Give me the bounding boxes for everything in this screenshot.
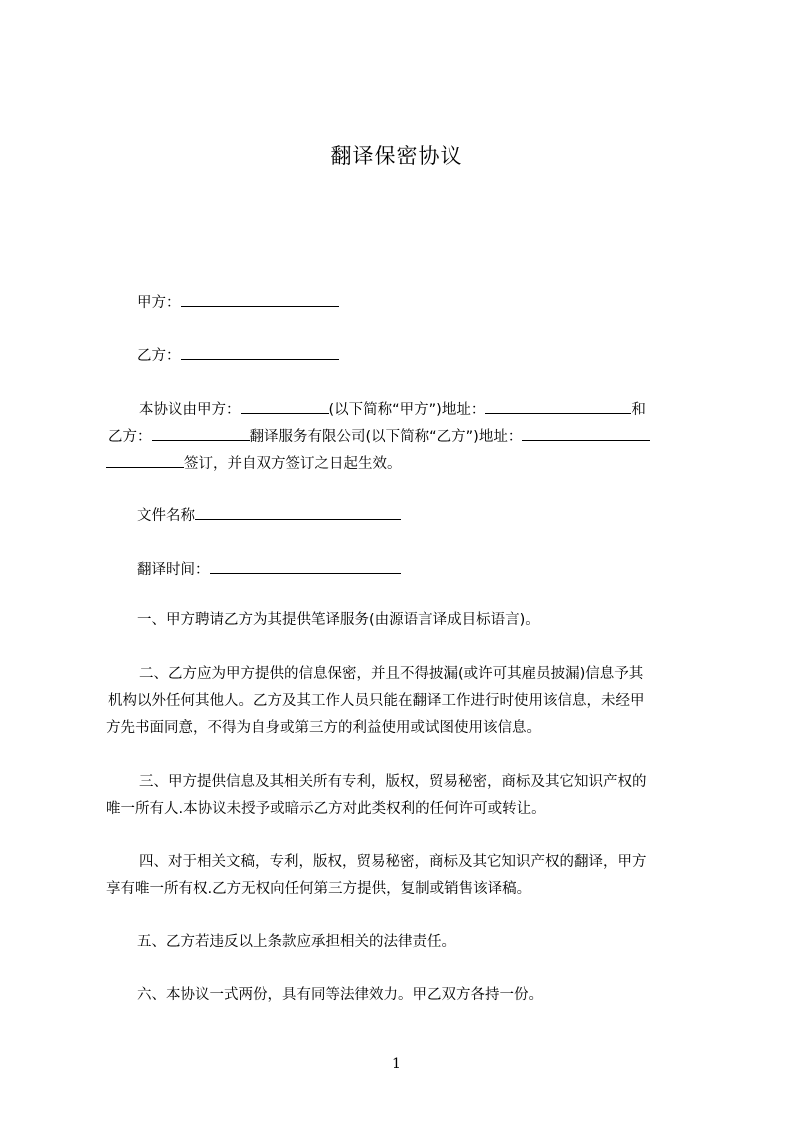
file-name-label: 文件名称 (137, 508, 195, 524)
clause-1: 一、甲方聘请乙方为其提供笔译服务(由源语言译成目标语言)。 (137, 612, 540, 628)
translation-time-line (137, 558, 737, 580)
intro-text-2a: 乙方： (108, 429, 152, 445)
intro-text-3: 签订，并自双方签订之日起生效。 (184, 456, 402, 472)
party-a-label: 甲方： (137, 295, 181, 311)
party-b-line (137, 344, 737, 366)
party-a-name-blank[interactable] (241, 398, 329, 414)
intro-text-1b: (以下简称“甲方”)地址： (328, 402, 486, 418)
intro-line-3 (106, 452, 706, 474)
clause-4-line-2: 享有唯一所有权.乙方无权向任何第三方提供，复制或销售该译稿。 (106, 881, 532, 897)
intro-text-1a: 本协议由甲方： (139, 402, 241, 418)
clause-3-line-2: 唯一所有人.本协议未授予或暗示乙方对此类权利的任何许可或转让。 (106, 801, 546, 817)
intro-text-2b: 翻译服务有限公司(以下简称“乙方”)地址： (249, 429, 523, 445)
party-b-label: 乙方： (137, 348, 181, 364)
translation-time-blank[interactable] (210, 558, 401, 574)
file-name-line (137, 504, 737, 526)
party-a-blank[interactable] (181, 291, 339, 307)
page-number: 1 (392, 1056, 401, 1072)
intro-line-1 (139, 398, 739, 420)
clause-2-line-3: 方先书面同意，不得为自身或第三方的利益使用或试图使用该信息。 (106, 720, 541, 736)
clause-3-line-1: 三、甲方提供信息及其相关所有专利，版权，贸易秘密，商标及其它知识产权的 (139, 774, 647, 790)
intro-text-1c: 和 (631, 402, 646, 418)
clause-2-line-1: 二、乙方应为甲方提供的信息保密，并且不得披漏(或许可其雇员披漏)信息予其 (139, 666, 644, 682)
party-b-address-blank-cont[interactable] (106, 452, 184, 468)
clause-4-line-1: 四、对于相关文稿，专利，版权，贸易秘密，商标及其它知识产权的翻译，甲方 (139, 854, 647, 870)
party-b-address-blank[interactable] (522, 425, 650, 441)
party-a-address-blank[interactable] (485, 398, 631, 414)
clause-6: 六、本协议一式两份，具有同等法律效力。甲乙双方各持一份。 (137, 987, 543, 1003)
party-b-blank[interactable] (181, 344, 339, 360)
page-title: 翻译保密协议 (330, 144, 463, 168)
party-b-name-blank[interactable] (152, 425, 250, 441)
translation-time-label: 翻译时间： (137, 562, 210, 578)
party-a-line (137, 291, 737, 313)
clause-5: 五、乙方若违反以上条款应承担相关的法律责任。 (137, 934, 456, 950)
file-name-blank[interactable] (195, 504, 401, 520)
clause-2-line-2: 机构以外任何其他人。乙方及其工作人员只能在翻译工作进行时使用该信息，未经甲 (108, 693, 645, 709)
intro-line-2 (108, 425, 708, 447)
